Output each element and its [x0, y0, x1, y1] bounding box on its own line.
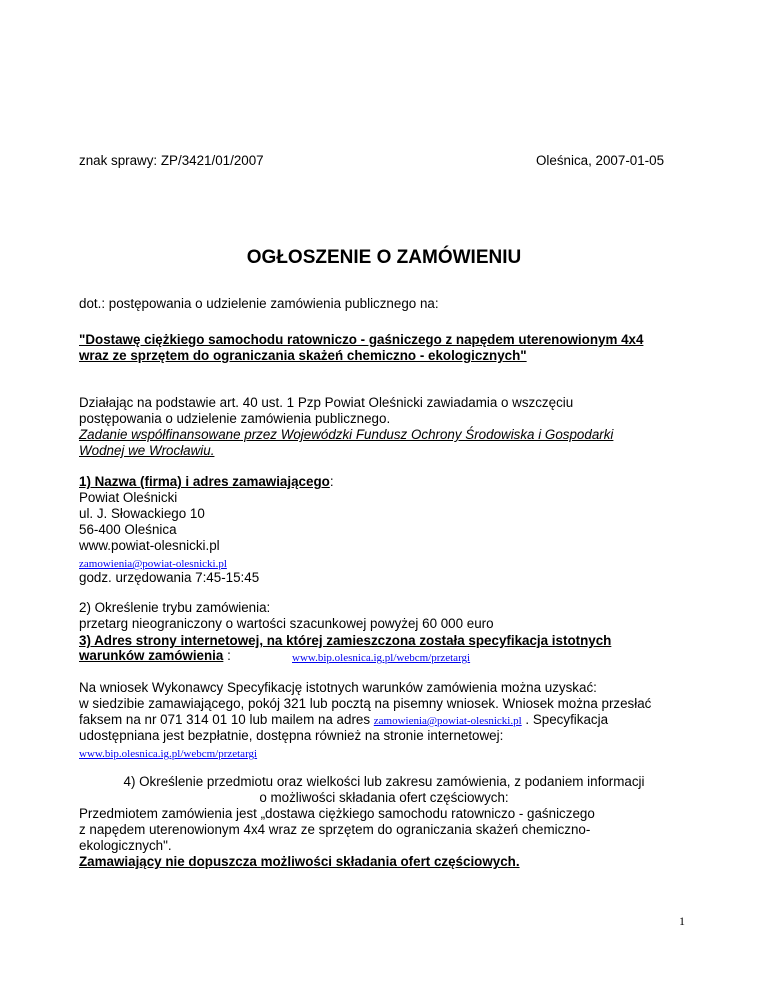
- spec-info-email-link[interactable]: zamowienia@powiat-olesnicki.pl: [373, 715, 522, 727]
- spec-info-line-3-post: . Specyfikacja: [521, 712, 609, 727]
- contracting-website: www.powiat-olesnicki.pl: [79, 538, 220, 553]
- document-title: OGŁOSZENIE O ZAMÓWIENIU: [246, 247, 522, 268]
- section-3-heading-line-2: [79, 648, 231, 663]
- page-number: 1: [679, 914, 685, 928]
- spec-info-url-link[interactable]: www.bip.olesnica.ig.pl/webcm/przetargi: [79, 748, 258, 760]
- spec-info-line-3: [79, 712, 608, 729]
- partial-offers-note: Zamawiający nie dopuszcza możliwości składania ofert częściowych.: [79, 854, 520, 869]
- funding-line-1: Zadanie współfinansowane przez Wojewódzki Fundusz Ochrony Środowiska i Gospodarki: [79, 427, 614, 442]
- section-4-text-line-2: z napędem uterenowionym 4x4 wraz ze sprzętem do ograniczania skażeń chemiczno-: [79, 822, 591, 837]
- spec-info-line-2: w siedzibie zamawiającego, pokój 321 lub pocztą na pisemny wniosek. Wniosek można przesłać: [79, 696, 652, 711]
- case-number: znak sprawy: ZP/3421/01/2007: [79, 153, 264, 168]
- section-4-text-line-3: ekologicznych".: [79, 838, 172, 853]
- spec-info-line-3-pre: faksem na nr 071 314 01 10 lub mailem na adres: [79, 712, 374, 727]
- contracting-name: Powiat Oleśnicki: [79, 490, 178, 505]
- subject-line-2: wraz ze sprzętem do ograniczania skażeń chemiczno - ekologicznych": [79, 348, 527, 363]
- section-2-heading: 2) Określenie trybu zamówienia:: [79, 600, 271, 615]
- section-1-colon: :: [329, 474, 334, 489]
- spec-url-link[interactable]: www.bip.olesnica.ig.pl/webcm/przetargi: [292, 652, 471, 664]
- contracting-street: ul. J. Słowackiego 10: [79, 506, 205, 521]
- section-3-heading-line-1: 3) Adres strony internetowej, na której zamieszczona została specyfikacja istotnych: [79, 633, 612, 648]
- place-date: Oleśnica, 2007-01-05: [536, 153, 665, 168]
- funding-line-2: Wodnej we Wrocławiu.: [79, 443, 215, 458]
- basis-line-2: postępowania o udzielenie zamówienia publicznego.: [79, 411, 391, 426]
- section-2-text: przetarg nieograniczony o wartości szacunkowej powyżej 60 000 euro: [79, 616, 494, 631]
- intro-line: dot.: postępowania o udzielenie zamówienia publicznego na:: [79, 296, 439, 311]
- section-4-heading-line-2: o możliwości składania ofert częściowych:: [259, 790, 509, 805]
- subject-line-1: "Dostawę ciężkiego samochodu ratowniczo - gaśniczego z napędem uterenowionym 4x4: [79, 332, 644, 347]
- office-hours: godz. urzędowania 7:45-15:45: [79, 570, 260, 585]
- contracting-city: 56-400 Oleśnica: [79, 522, 177, 537]
- section-3-colon: :: [223, 648, 231, 663]
- spec-info-line-1: Na wniosek Wykonawcy Specyfikację istotnych warunków zamówienia można uzyskać:: [79, 680, 597, 695]
- section-1-heading: [79, 474, 334, 489]
- section-4-heading-line-1: 4) Określenie przedmiotu oraz wielkości lub zakresu zamówienia, z podaniem informacji: [123, 774, 645, 789]
- section-1-heading-text: 1) Nazwa (firma) i adres zamawiającego: [79, 474, 330, 489]
- section-3-heading-text: warunków zamówienia: [79, 648, 224, 663]
- spec-info-line-4: udostępniana jest bezpłatnie, dostępna również na stronie internetowej:: [79, 728, 504, 743]
- basis-line-1: Działając na podstawie art. 40 ust. 1 Pzp Powiat Oleśnicki zawiadamia o wszczęciu: [79, 395, 574, 410]
- contracting-email-link[interactable]: zamowienia@powiat-olesnicki.pl: [79, 558, 227, 570]
- section-4-text-line-1: Przedmiotem zamówienia jest „dostawa ciężkiego samochodu ratowniczo - gaśniczego: [79, 806, 595, 821]
